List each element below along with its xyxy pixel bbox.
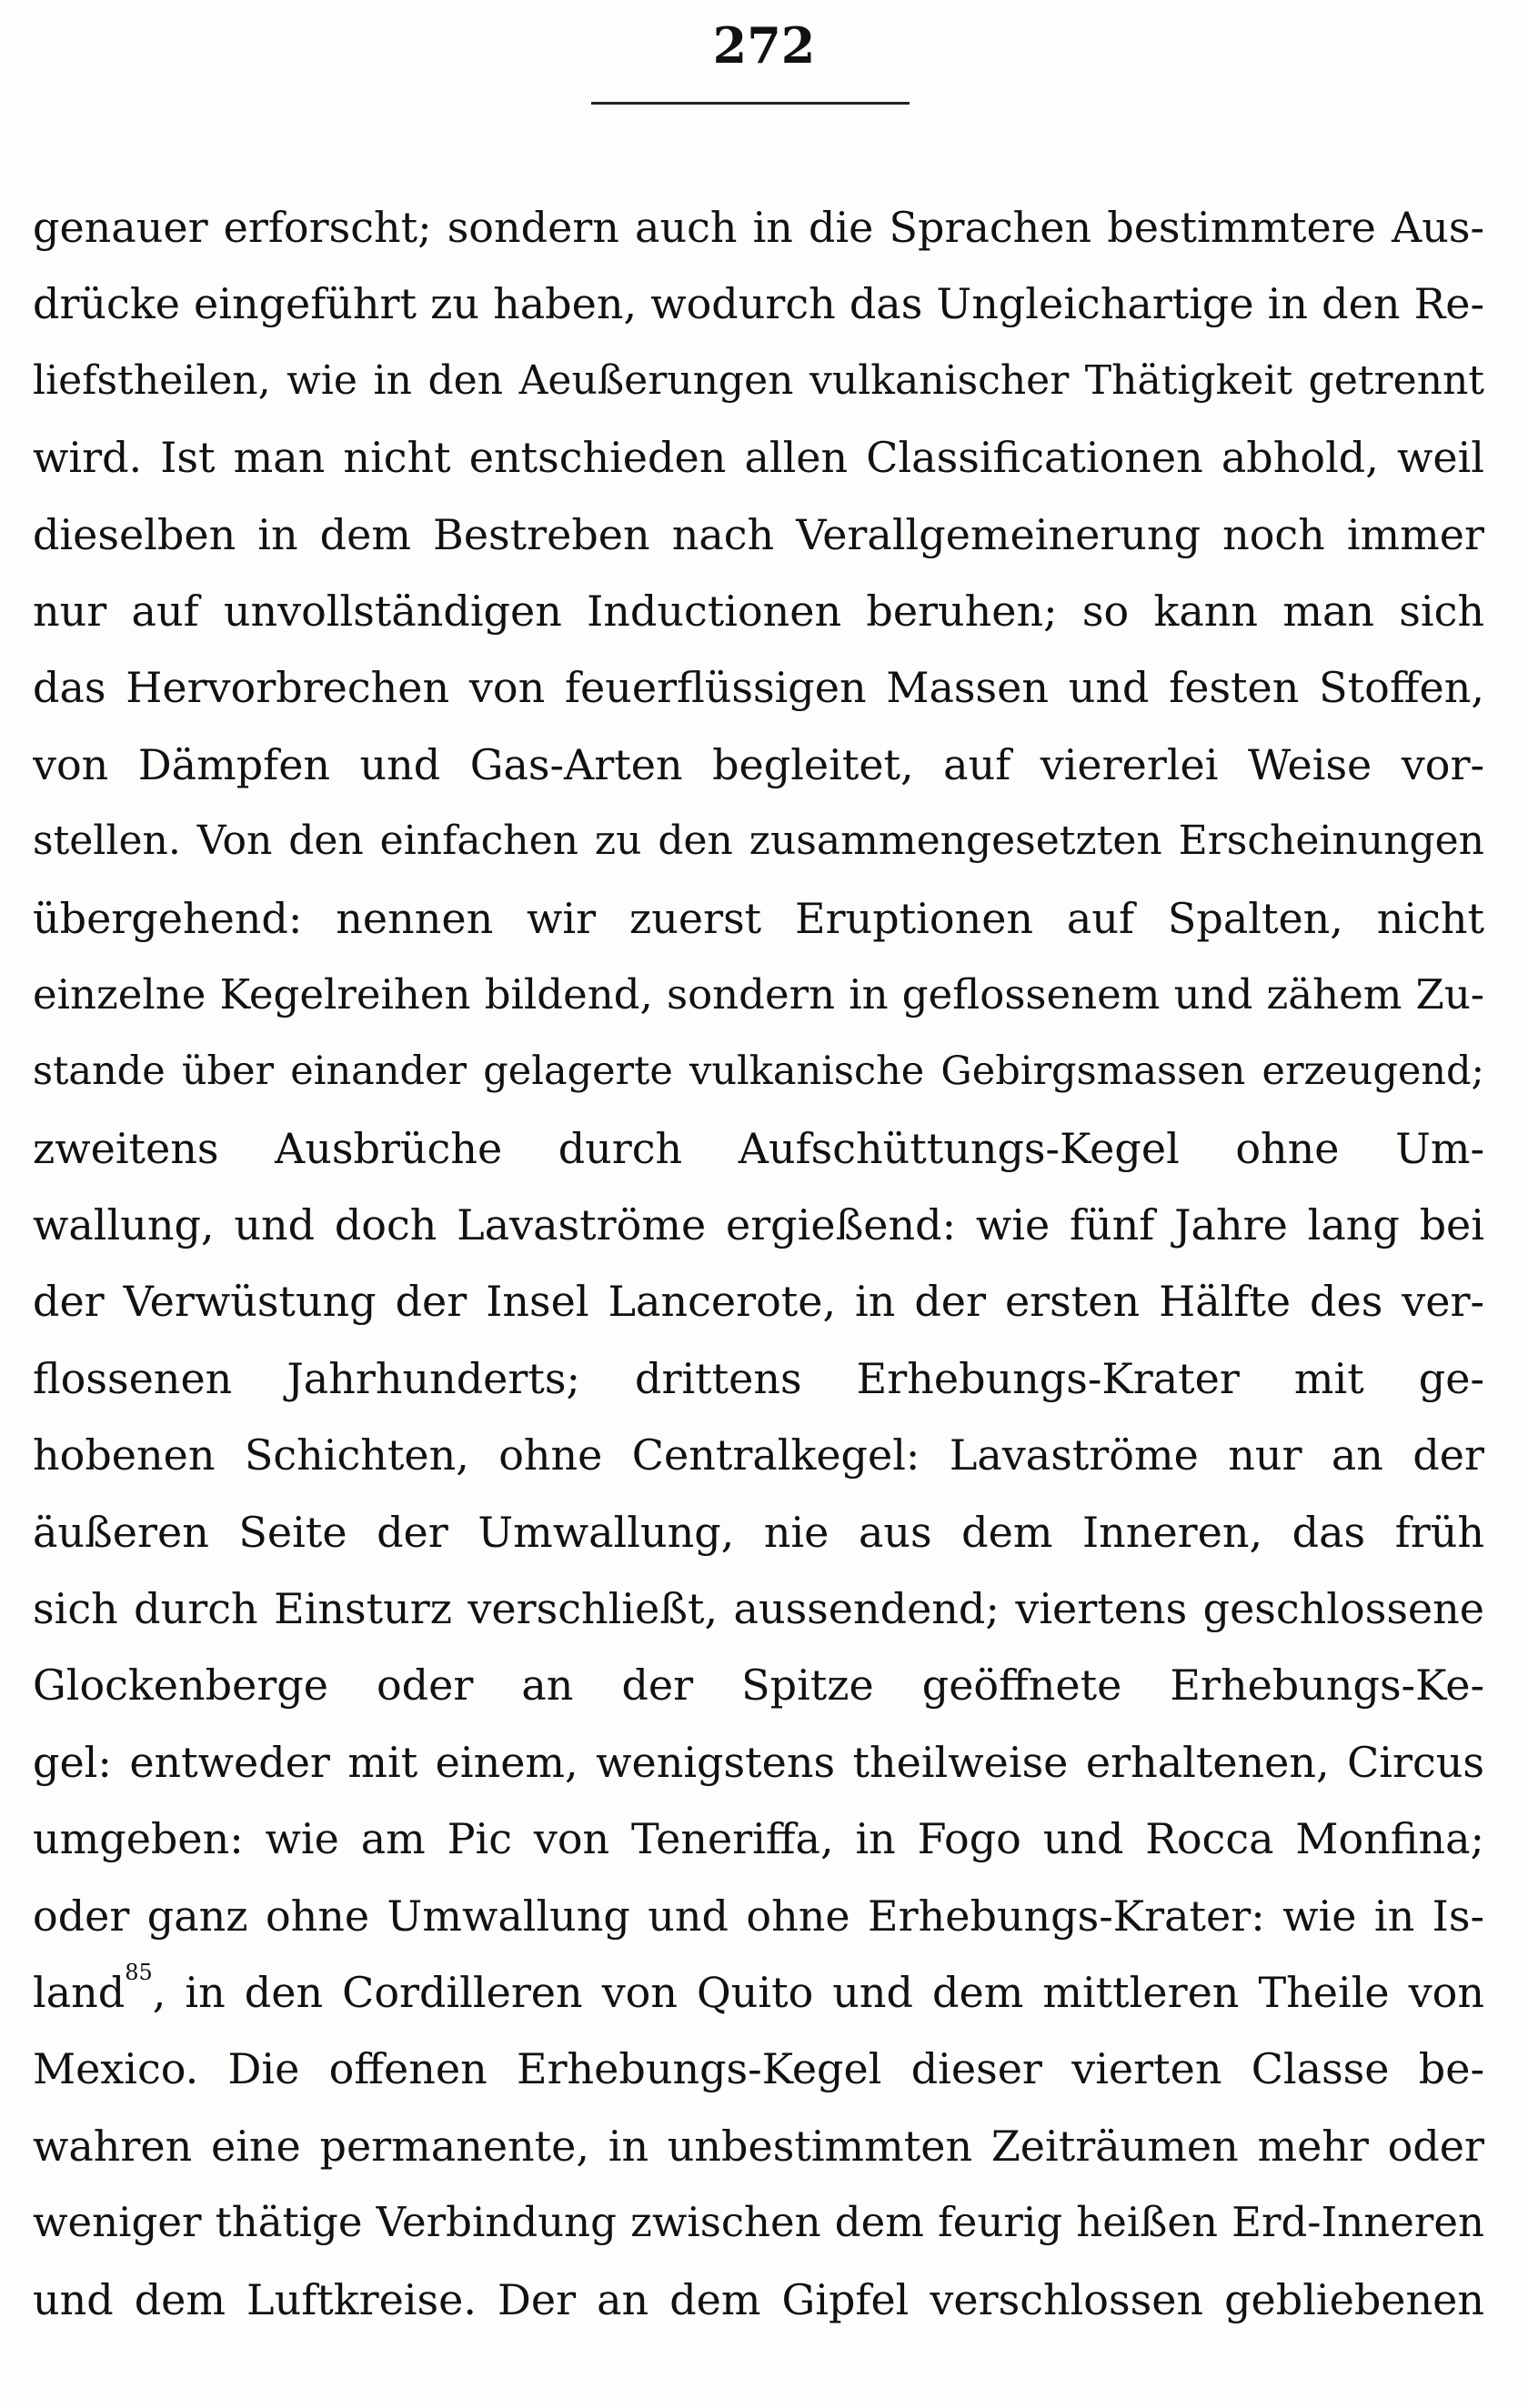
text-line: stellen. Von den einfachen zu den zusammengesetzten Erscheinungen <box>33 818 1484 865</box>
text-fragment: , in den Cordilleren von Quito und dem mittleren Theile von <box>152 1967 1484 2017</box>
footnote-reference[interactable]: 85 <box>125 1959 153 1985</box>
text-line: Mexico. Die offenen Erhebungs-Kegel dieser vierten Classe be- <box>33 2044 1484 2094</box>
text-line: nur auf unvollständigen Inductionen beruhen; so kann man sich <box>33 586 1484 636</box>
text-line-with-footnote <box>33 1954 1484 2031</box>
text-line: stande über einander gelagerte vulkanische Gebirgsmassen erzeugend; <box>33 1048 1484 1095</box>
text-line: von Dämpfen und Gas-Arten begleitet, auf viererlei Weise vor- <box>33 739 1484 789</box>
text-line: Glockenberge oder an der Spitze geöffnete Erhebungs-Ke- <box>33 1661 1484 1711</box>
text-fragment: land <box>33 1967 126 2017</box>
text-line: genauer erforscht; sondern auch in die Sprachen bestimmtere Aus- <box>33 203 1484 252</box>
text-line: und dem Luftkreise. Der an dem Gipfel verschlossen gebliebenen <box>33 2274 1484 2324</box>
text-line: der Verwüstung der Insel Lancerote, in der ersten Hälfte des ver- <box>33 1277 1484 1327</box>
text-line: wallung, und doch Lavaströme ergießend: wie fünf Jahre lang bei <box>33 1200 1484 1250</box>
page-number: 272 <box>712 16 816 75</box>
text-line: wahren eine permanente, in unbestimmten Zeiträumen mehr oder <box>33 2121 1484 2171</box>
text-line: liefstheilen, wie in den Aeußerungen vulkanischer Thätigkeit getrennt <box>33 356 1484 404</box>
text-line: flossenen Jahrhunderts; drittens Erhebungs-Krater mit ge- <box>33 1353 1484 1403</box>
text-line: gel: entweder mit einem, wenigstens theilweise erhaltenen, Circus <box>33 1737 1484 1787</box>
header-rule <box>591 102 910 105</box>
text-line: sich durch Einsturz verschließt, aussendend; viertens geschlossene <box>33 1584 1484 1634</box>
text-line: dieselben in dem Bestreben nach Verallgemeinerung noch immer <box>33 509 1484 559</box>
text-line: einzelne Kegelreihen bildend, sondern in geflossenem und zähem Zu- <box>33 969 1484 1018</box>
text-line: äußeren Seite der Umwallung, nie aus dem Inneren, das früh <box>33 1507 1484 1557</box>
text-line: umgeben: wie am Pic von Teneriffa, in Fogo und Rocca Monfina; <box>33 1814 1484 1864</box>
body-text <box>33 189 1484 2338</box>
text-line: oder ganz ohne Umwallung und ohne Erhebungs-Krater: wie in Is- <box>33 1891 1484 1941</box>
text-line: zweitens Ausbrüche durch Aufschüttungs-Kegel ohne Um- <box>33 1123 1484 1173</box>
text-line: weniger thätige Verbindung zwischen dem feurig heißen Erd-Inneren <box>33 2198 1484 2247</box>
text-line: wird. Ist man nicht entschieden allen Classificationen abhold, weil <box>33 433 1484 483</box>
text-line: hobenen Schichten, ohne Centralkegel: Lavaströme nur an der <box>33 1430 1484 1480</box>
text-line: drücke eingeführt zu haben, wodurch das Ungleichartige in den Re- <box>33 279 1484 329</box>
text-line: übergehend: nennen wir zuerst Eruptionen auf Spalten, nicht <box>33 893 1484 943</box>
text-line: das Hervorbrechen von feuerflüssigen Massen und festen Stoffen, <box>33 663 1484 713</box>
